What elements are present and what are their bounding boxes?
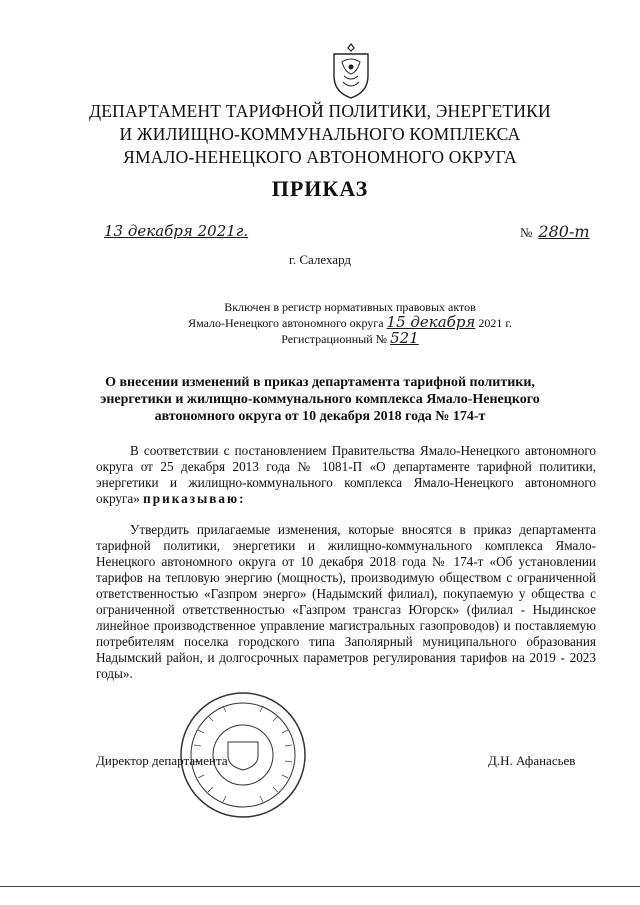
order-number: [520, 222, 590, 241]
handwritten-number: 280-т: [538, 222, 590, 241]
registration-number-label: Регистрационный №: [281, 332, 388, 346]
registration-number-handwritten: 521: [390, 329, 419, 347]
department-line-2: И ЖИЛИЩНО-КОММУНАЛЬНОГО КОМПЛЕКСА: [119, 124, 521, 144]
operative-paragraph: Утвердить прилагаемые изменения, которые вносятся в приказ департамента тарифной политики, энергетики и жилищно-коммунального комплекса Ямало-Ненецкого автономного округа от 10 декабря 2018 года № 174-т «Об установлении тарифов на тепловую энергию (мощность), производимую обществом с ограниченной ответственностью «Газпром энерго» (Надымский филиал), покупаемую у общества с ограниченной ответственностью «Газпром трансгаз Югорск» (филиал - Ныдинское линейное производственное управление магистральных газопроводов) и поставляемую потребителям поселка городского типа Заполярный муниципального образования Надымский район, и долгосрочных параметров регулирования тарифов на 2019 - 2023 годы».: [96, 522, 596, 681]
order-keyword: приказываю:: [143, 491, 246, 506]
registration-line-1: Включен в регистр нормативных правовых актов: [224, 300, 476, 314]
number-label: №: [520, 225, 533, 240]
registration-date-handwritten: 15 декабря: [386, 313, 476, 331]
department-line-1: ДЕПАРТАМЕНТ ТАРИФНОЙ ПОЛИТИКИ, ЭНЕРГЕТИКИ: [89, 101, 551, 121]
title-line-2: энергетики и жилищно-коммунального комплекса Ямало-Ненецкого: [100, 392, 540, 407]
department-header: [0, 100, 640, 169]
document-type-title: ПРИКАЗ: [271, 176, 369, 201]
registration-year: 2021 г.: [478, 316, 512, 330]
city: г. Салехард: [288, 252, 352, 267]
registration-block: [130, 300, 570, 347]
coat-of-arms-icon: [328, 40, 374, 102]
order-date: [104, 222, 248, 240]
preamble-paragraph: [96, 443, 596, 507]
registration-line-3: [130, 331, 570, 347]
department-line-3: ЯМАЛО-НЕНЕЦКОГО АВТОНОМНОГО ОКРУГА: [123, 147, 517, 167]
preamble-text: В соответствии с постановлением Правительства Ямало-Ненецкого автономного округа от 25 декабря 2013 года № 1081-П «О департаменте тарифной политики, энергетики и жилищно-коммунального комплекса Ямало-Ненецкого автономного округа»: [96, 443, 596, 506]
page-bottom-divider: [0, 886, 640, 887]
order-subject-title: [100, 374, 540, 425]
title-line-1: О внесении изменений в приказ департамента тарифной политики,: [105, 375, 535, 390]
handwritten-date: 13 декабря 20: [104, 222, 217, 240]
registration-region: Ямало-Ненецкого автономного округа: [188, 316, 384, 330]
signatory-position: Директор департамента: [96, 753, 228, 768]
registration-line-2: [130, 315, 570, 331]
signatory-name: Д.Н. Афанасьев: [488, 753, 576, 768]
handwritten-year: 21г.: [216, 222, 249, 240]
title-line-3: автономного округа от 10 декабря 2018 года № 174-т: [154, 409, 486, 424]
